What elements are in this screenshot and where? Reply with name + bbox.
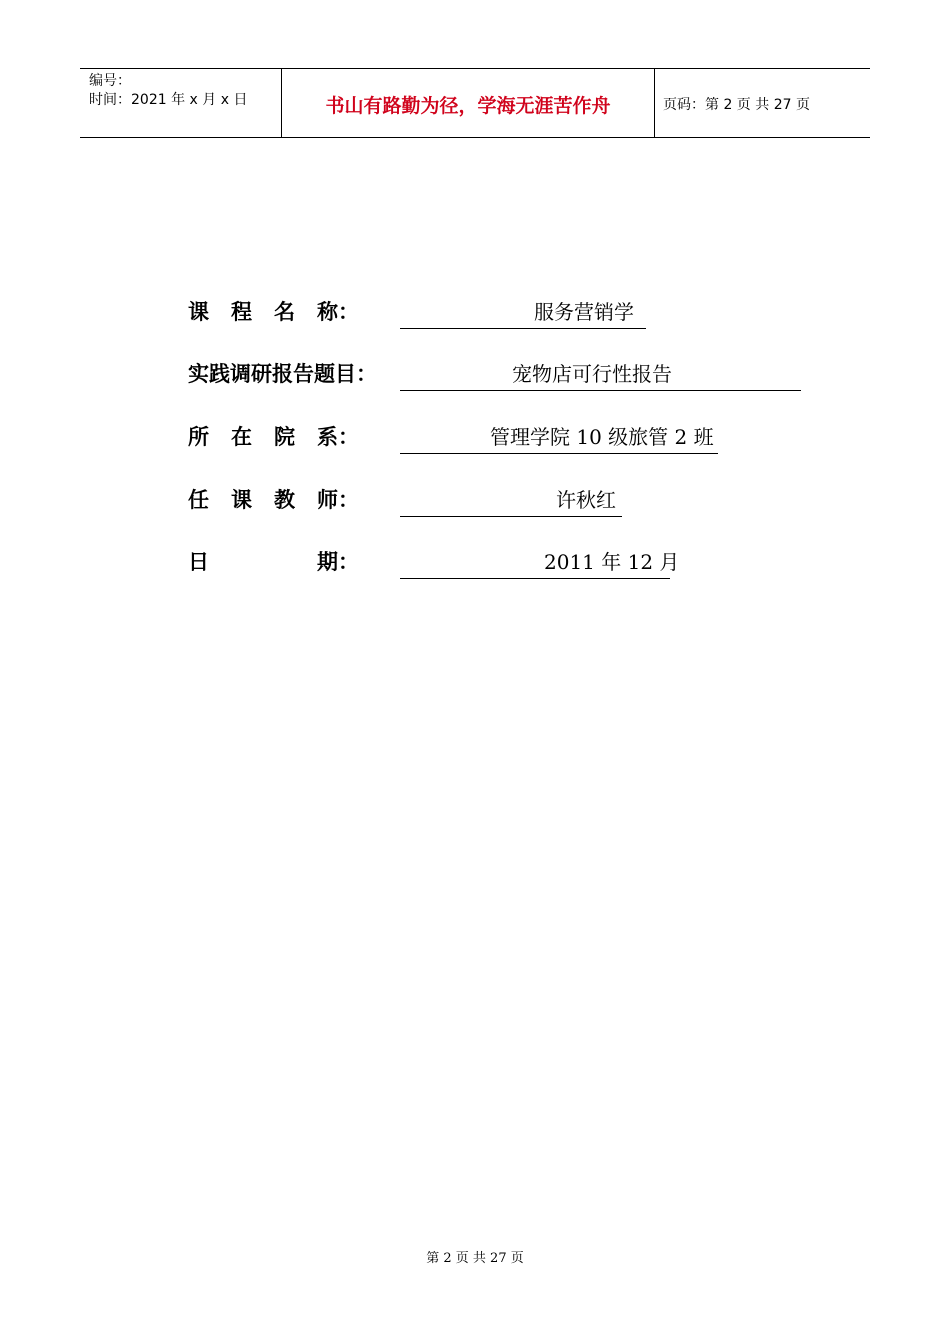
- header-motto-cell: [282, 69, 655, 137]
- report-title-underline: [400, 360, 801, 391]
- department-underline: [400, 423, 718, 454]
- motto-text: 书山有路勤为径，学海无涯苦作舟: [325, 95, 611, 117]
- label-colon: ：: [338, 424, 359, 449]
- label-char: 任: [188, 487, 209, 512]
- teacher-underline: [400, 486, 622, 517]
- label-char: 期: [317, 549, 338, 574]
- label-char: 在: [231, 424, 252, 449]
- page-info: 页码：第 2 页 共 27 页: [663, 97, 810, 113]
- label-char: 教: [274, 487, 295, 512]
- report-title-label: 实践调研报告题目：: [188, 361, 377, 386]
- page-header: [80, 68, 870, 138]
- label-char: 程: [231, 299, 252, 324]
- date-value: 2011 年 12 月: [544, 550, 680, 574]
- label-char: 所: [188, 424, 209, 449]
- label-char: 院: [274, 424, 295, 449]
- department-label: [188, 423, 338, 451]
- teacher-value: 许秋红: [556, 488, 616, 512]
- date-underline: [400, 548, 680, 579]
- label-char: 称: [317, 299, 338, 324]
- date-label: 时间：2021 年 x 月 x 日: [89, 92, 248, 108]
- report-title-value: 宠物店可行性报告: [512, 362, 672, 386]
- label-char: 课: [231, 487, 252, 512]
- date-label-field: [188, 548, 338, 576]
- label-char: 系: [317, 424, 338, 449]
- label-char: 名: [274, 299, 295, 324]
- teacher-label: [188, 486, 338, 514]
- header-page-cell: [655, 69, 870, 137]
- department-value: 管理学院 10 级旅管 2 班: [490, 425, 714, 449]
- label-char: 师: [317, 487, 338, 512]
- header-meta-cell: [80, 69, 282, 137]
- number-label: 编号：: [89, 73, 131, 89]
- label-colon: ：: [338, 299, 359, 324]
- label-colon: ：: [338, 549, 359, 574]
- page-footer: 第 2 页 共 27 页: [426, 1251, 524, 1266]
- label-char: 课: [188, 299, 209, 324]
- label-colon: ：: [338, 487, 359, 512]
- course-name-underline: [400, 298, 646, 329]
- course-name-label: [188, 298, 338, 326]
- label-char: 日: [188, 549, 209, 574]
- course-name-value: 服务营销学: [534, 300, 634, 324]
